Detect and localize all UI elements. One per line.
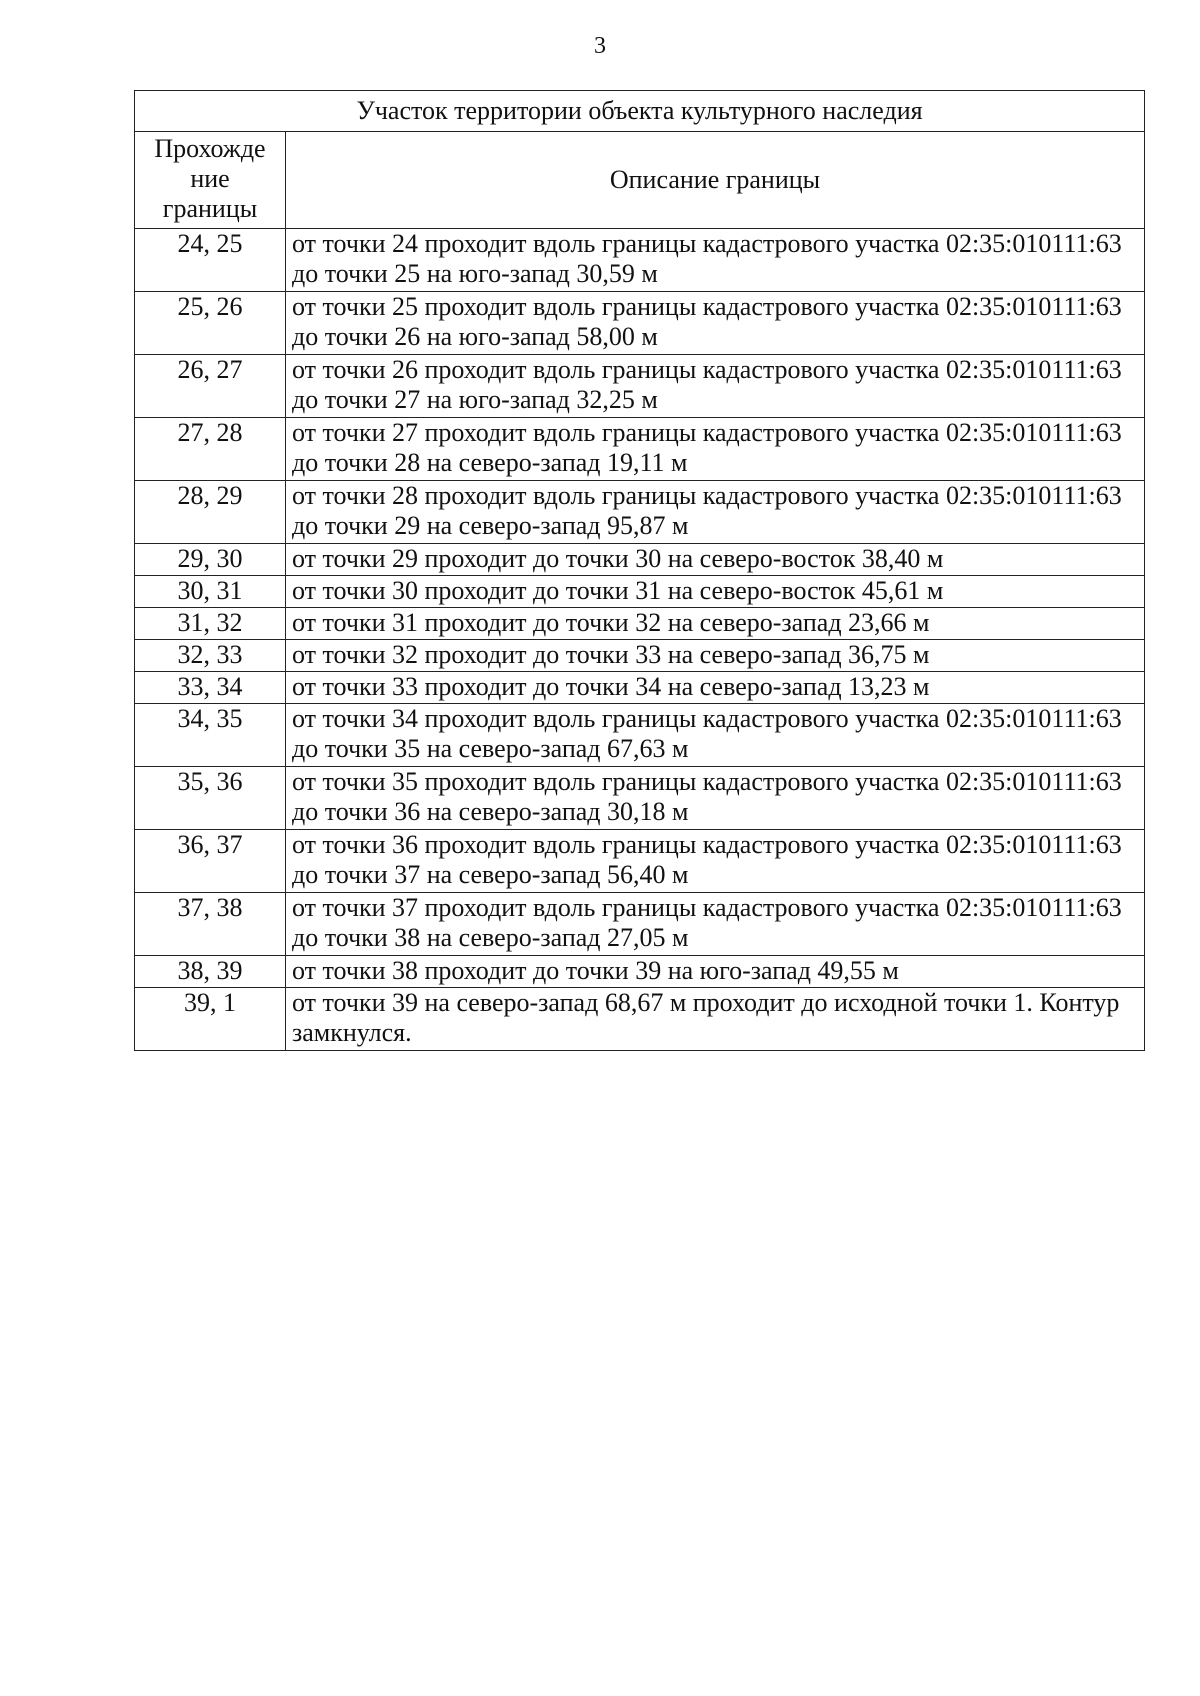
row-points: 36, 37: [135, 830, 286, 893]
row-points: 32, 33: [135, 640, 286, 672]
row-points: 39, 1: [135, 988, 286, 1051]
table-row: [135, 767, 1145, 830]
table-title: Участок территории объекта культурного наследия: [135, 91, 1145, 132]
header-description: Описание границы: [286, 132, 1145, 229]
row-description: от точки 29 проходит до точки 30 на северо-восток 38,40 м: [286, 544, 1145, 576]
row-description: от точки 26 проходит вдоль границы кадастрового участка 02:35:010111:63 до точки 27 на юго-запад 32,25 м: [286, 355, 1145, 418]
table-row: [135, 830, 1145, 893]
row-description: от точки 28 проходит вдоль границы кадастрового участка 02:35:010111:63 до точки 29 на северо-запад 95,87 м: [286, 481, 1145, 544]
table-row: [135, 956, 1145, 988]
row-description: от точки 36 проходит вдоль границы кадастрового участка 02:35:010111:63 до точки 37 на северо-запад 56,40 м: [286, 830, 1145, 893]
table-row: [135, 229, 1145, 292]
row-points: 28, 29: [135, 481, 286, 544]
table-row: [135, 292, 1145, 355]
row-description: от точки 34 проходит вдоль границы кадастрового участка 02:35:010111:63 до точки 35 на северо-запад 67,63 м: [286, 704, 1145, 767]
row-points: 31, 32: [135, 608, 286, 640]
row-description: от точки 33 проходит до точки 34 на северо-запад 13,23 м: [286, 672, 1145, 704]
row-points: 27, 28: [135, 418, 286, 481]
table-title-row: [135, 91, 1145, 132]
table-row: [135, 608, 1145, 640]
table-row: [135, 355, 1145, 418]
table-row: [135, 576, 1145, 608]
row-description: от точки 37 проходит вдоль границы кадастрового участка 02:35:010111:63 до точки 38 на северо-запад 27,05 м: [286, 893, 1145, 956]
table-row: [135, 418, 1145, 481]
row-description: от точки 24 проходит вдоль границы кадастрового участка 02:35:010111:63 до точки 25 на юго-запад 30,59 м: [286, 229, 1145, 292]
table-header-row: [135, 132, 1145, 229]
row-points: 25, 26: [135, 292, 286, 355]
row-points: 35, 36: [135, 767, 286, 830]
row-points: 38, 39: [135, 956, 286, 988]
row-description: от точки 31 проходит до точки 32 на северо-запад 23,66 м: [286, 608, 1145, 640]
row-points: 24, 25: [135, 229, 286, 292]
table-row: [135, 988, 1145, 1051]
table-row: [135, 704, 1145, 767]
page-number: 3: [594, 33, 606, 59]
row-description: от точки 38 проходит до точки 39 на юго-запад 49,55 м: [286, 956, 1145, 988]
row-points: 34, 35: [135, 704, 286, 767]
header-passage: Прохожде ние границы: [135, 132, 286, 229]
row-points: 30, 31: [135, 576, 286, 608]
row-description: от точки 25 проходит вдоль границы кадастрового участка 02:35:010111:63 до точки 26 на юго-запад 58,00 м: [286, 292, 1145, 355]
row-points: 26, 27: [135, 355, 286, 418]
row-description: от точки 32 проходит до точки 33 на северо-запад 36,75 м: [286, 640, 1145, 672]
row-points: 33, 34: [135, 672, 286, 704]
table-row: [135, 544, 1145, 576]
row-description: от точки 30 проходит до точки 31 на северо-восток 45,61 м: [286, 576, 1145, 608]
table-row: [135, 893, 1145, 956]
table-row: [135, 481, 1145, 544]
row-description: от точки 35 проходит вдоль границы кадастрового участка 02:35:010111:63 до точки 36 на северо-запад 30,18 м: [286, 767, 1145, 830]
boundary-table: [134, 90, 1145, 1051]
row-description: от точки 39 на северо-запад 68,67 м проходит до исходной точки 1. Контур замкнулся.: [286, 988, 1145, 1051]
row-points: 29, 30: [135, 544, 286, 576]
row-description: от точки 27 проходит вдоль границы кадастрового участка 02:35:010111:63 до точки 28 на северо-запад 19,11 м: [286, 418, 1145, 481]
table-row: [135, 640, 1145, 672]
table-row: [135, 672, 1145, 704]
row-points: 37, 38: [135, 893, 286, 956]
